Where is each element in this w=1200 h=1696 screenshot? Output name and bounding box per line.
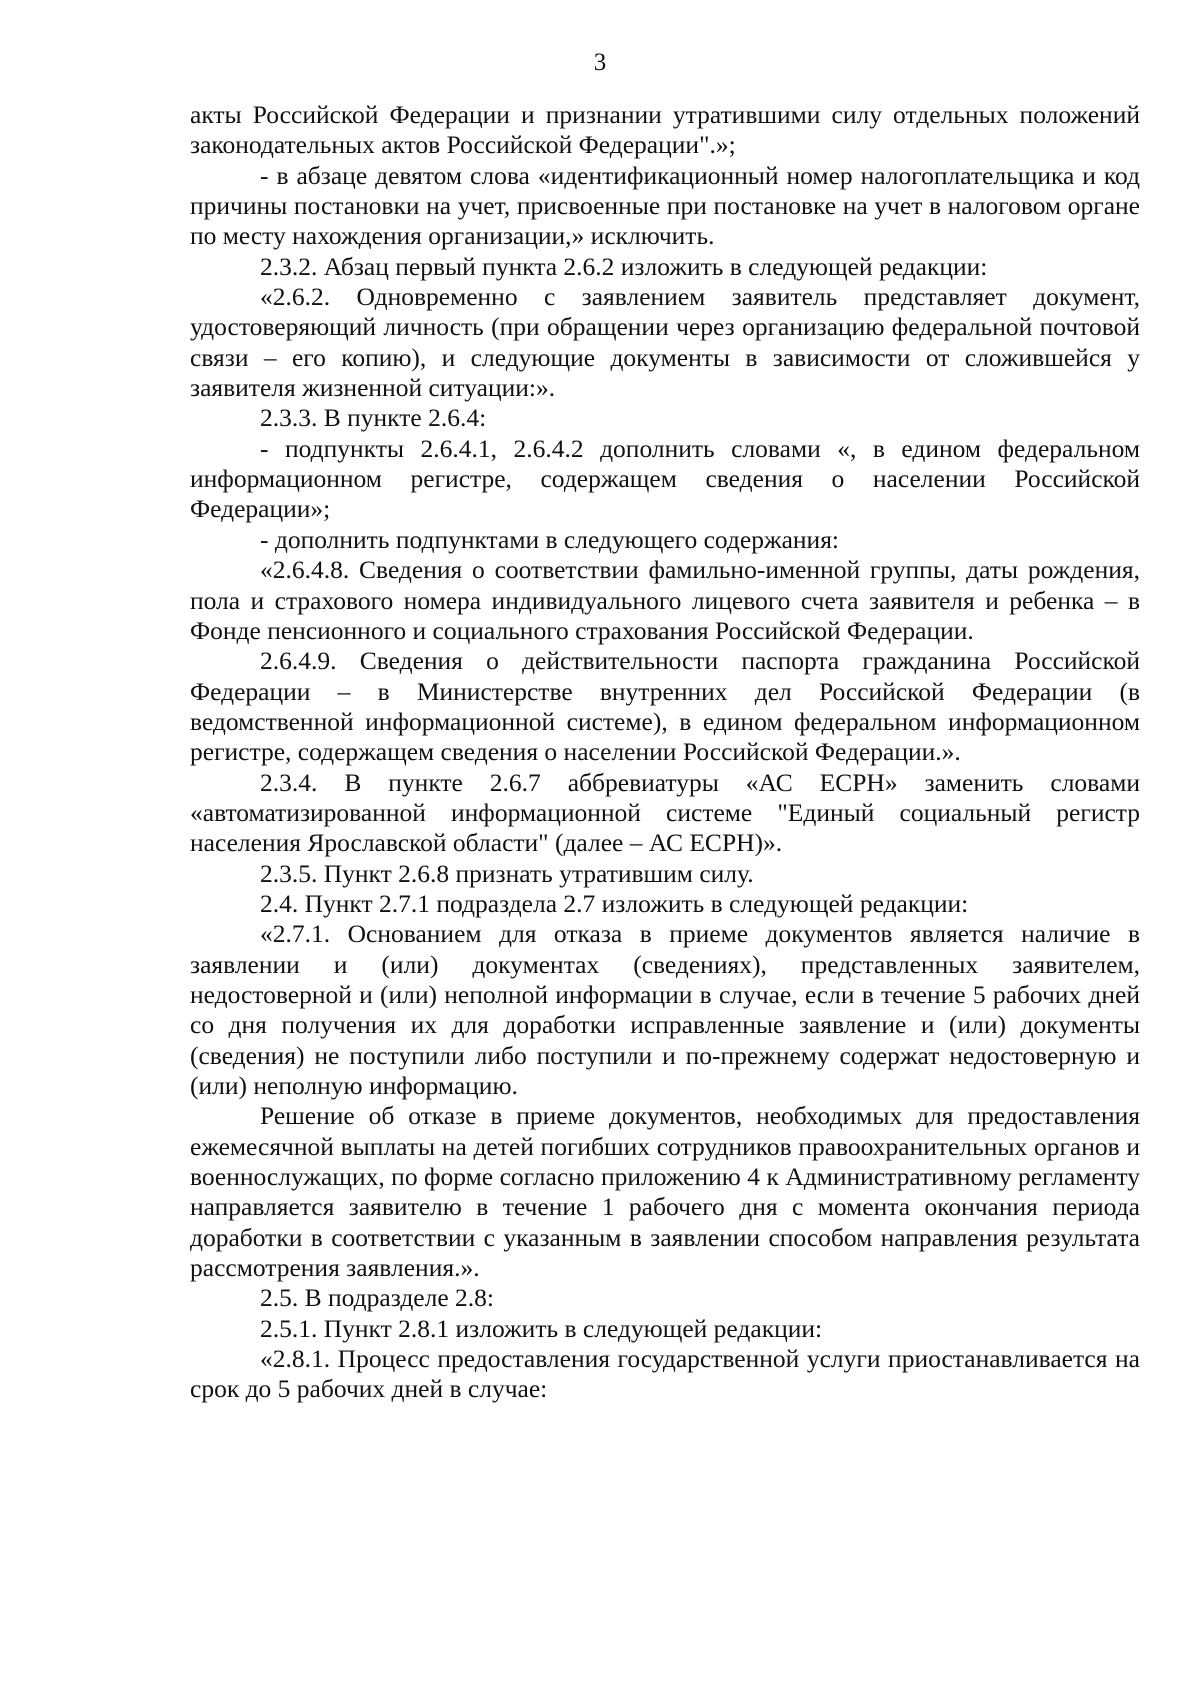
paragraph: 2.4. Пункт 2.7.1 подраздела 2.7 изложить в следующей редакции: [260,888,969,918]
paragraph: 2.3.4. В пункте 2.6.7 аббревиатуры «АС ЕСРН» заменить словами «автоматизированной информационной системе "Единый социальный регистр населения Ярославской области" (далее – АС ЕСРН)». [190,767,1140,858]
paragraph: 2.6.4.9. Сведения о действительности паспорта гражданина Российской Федерации – в Министерстве внутренних дел Российской Федерации (в ведомственной информационной системе), в едином федеральном информационном регистре, содержащем сведения о населении Российской Федерации.». [190,646,1140,767]
paragraph: 2.3.5. Пункт 2.6.8 признать утратившим силу. [260,858,754,888]
page-number: 3 [593,49,607,76]
paragraph: акты Российской Федерации и признании утратившими силу отдельных положений законодательных актов Российской Федерации".»; [190,100,1140,160]
paragraph: 2.3.2. Абзац первый пункта 2.6.2 изложить в следующей редакции: [260,251,988,281]
paragraph: «2.8.1. Процесс предоставления государственной услуги приостанавливается на срок до 5 рабочих дней в случае: [190,1344,1140,1404]
paragraph: «2.6.4.8. Сведения о соответствии фамильно-именной группы, даты рождения, пола и страхового номера индивидуального лицевого счета заявителя и ребенка – в Фонде пенсионного и социального страхования Российской Федерации. [190,555,1140,645]
paragraph: - подпункты 2.6.4.1, 2.6.4.2 дополнить словами «, в едином федеральном информационном регистре, содержащем сведения о населении Российской Федерации»; [190,433,1140,524]
paragraph: «2.6.2. Одновременно с заявлением заявитель представляет документ, удостоверяющий личность (при обращении через организацию федеральной почтовой связи – его копию), и следующие документы в зависимости от сложившейся у заявителя жизненной ситуации:». [190,282,1140,403]
paragraph: 2.5.1. Пункт 2.8.1 изложить в следующей редакции: [260,1313,823,1343]
paragraph: 2.5. В подразделе 2.8: [260,1283,494,1313]
paragraph: - в абзаце девятом слова «идентификационный номер налогоплательщика и код причины постановки на учет, присвоенные при постановке на учет в налоговом органе по месту нахождения организации,» исключить. [190,160,1140,251]
paragraph: - дополнить подпунктами в следующего содержания: [260,524,840,554]
paragraph: 2.3.3. В пункте 2.6.4: [260,403,487,433]
paragraph: Решение об отказе в приеме документов, необходимых для предоставления ежемесячной выплаты на детей погибших сотрудников правоохранительных органов и военнослужащих, по форме согласно приложению 4 к Административному регламенту направляется заявителю в течение 1 рабочего дня с момента окончания периода доработки в соответствии с указанным в заявлении способом направления результата рассмотрения заявления.». [190,1101,1140,1283]
document-body [190,100,1140,1405]
paragraph: «2.7.1. Основанием для отказа в приеме документов является наличие в заявлении и (или) документах (сведениях), представленных заявителем, недостоверной и (или) неполной информации в случае, если в течение 5 рабочих дней со дня получения их для доработки исправленные заявление и (или) документы (сведения) не поступили либо поступили и по-прежнему содержат недостоверную и (или) неполную информацию. [190,919,1140,1100]
